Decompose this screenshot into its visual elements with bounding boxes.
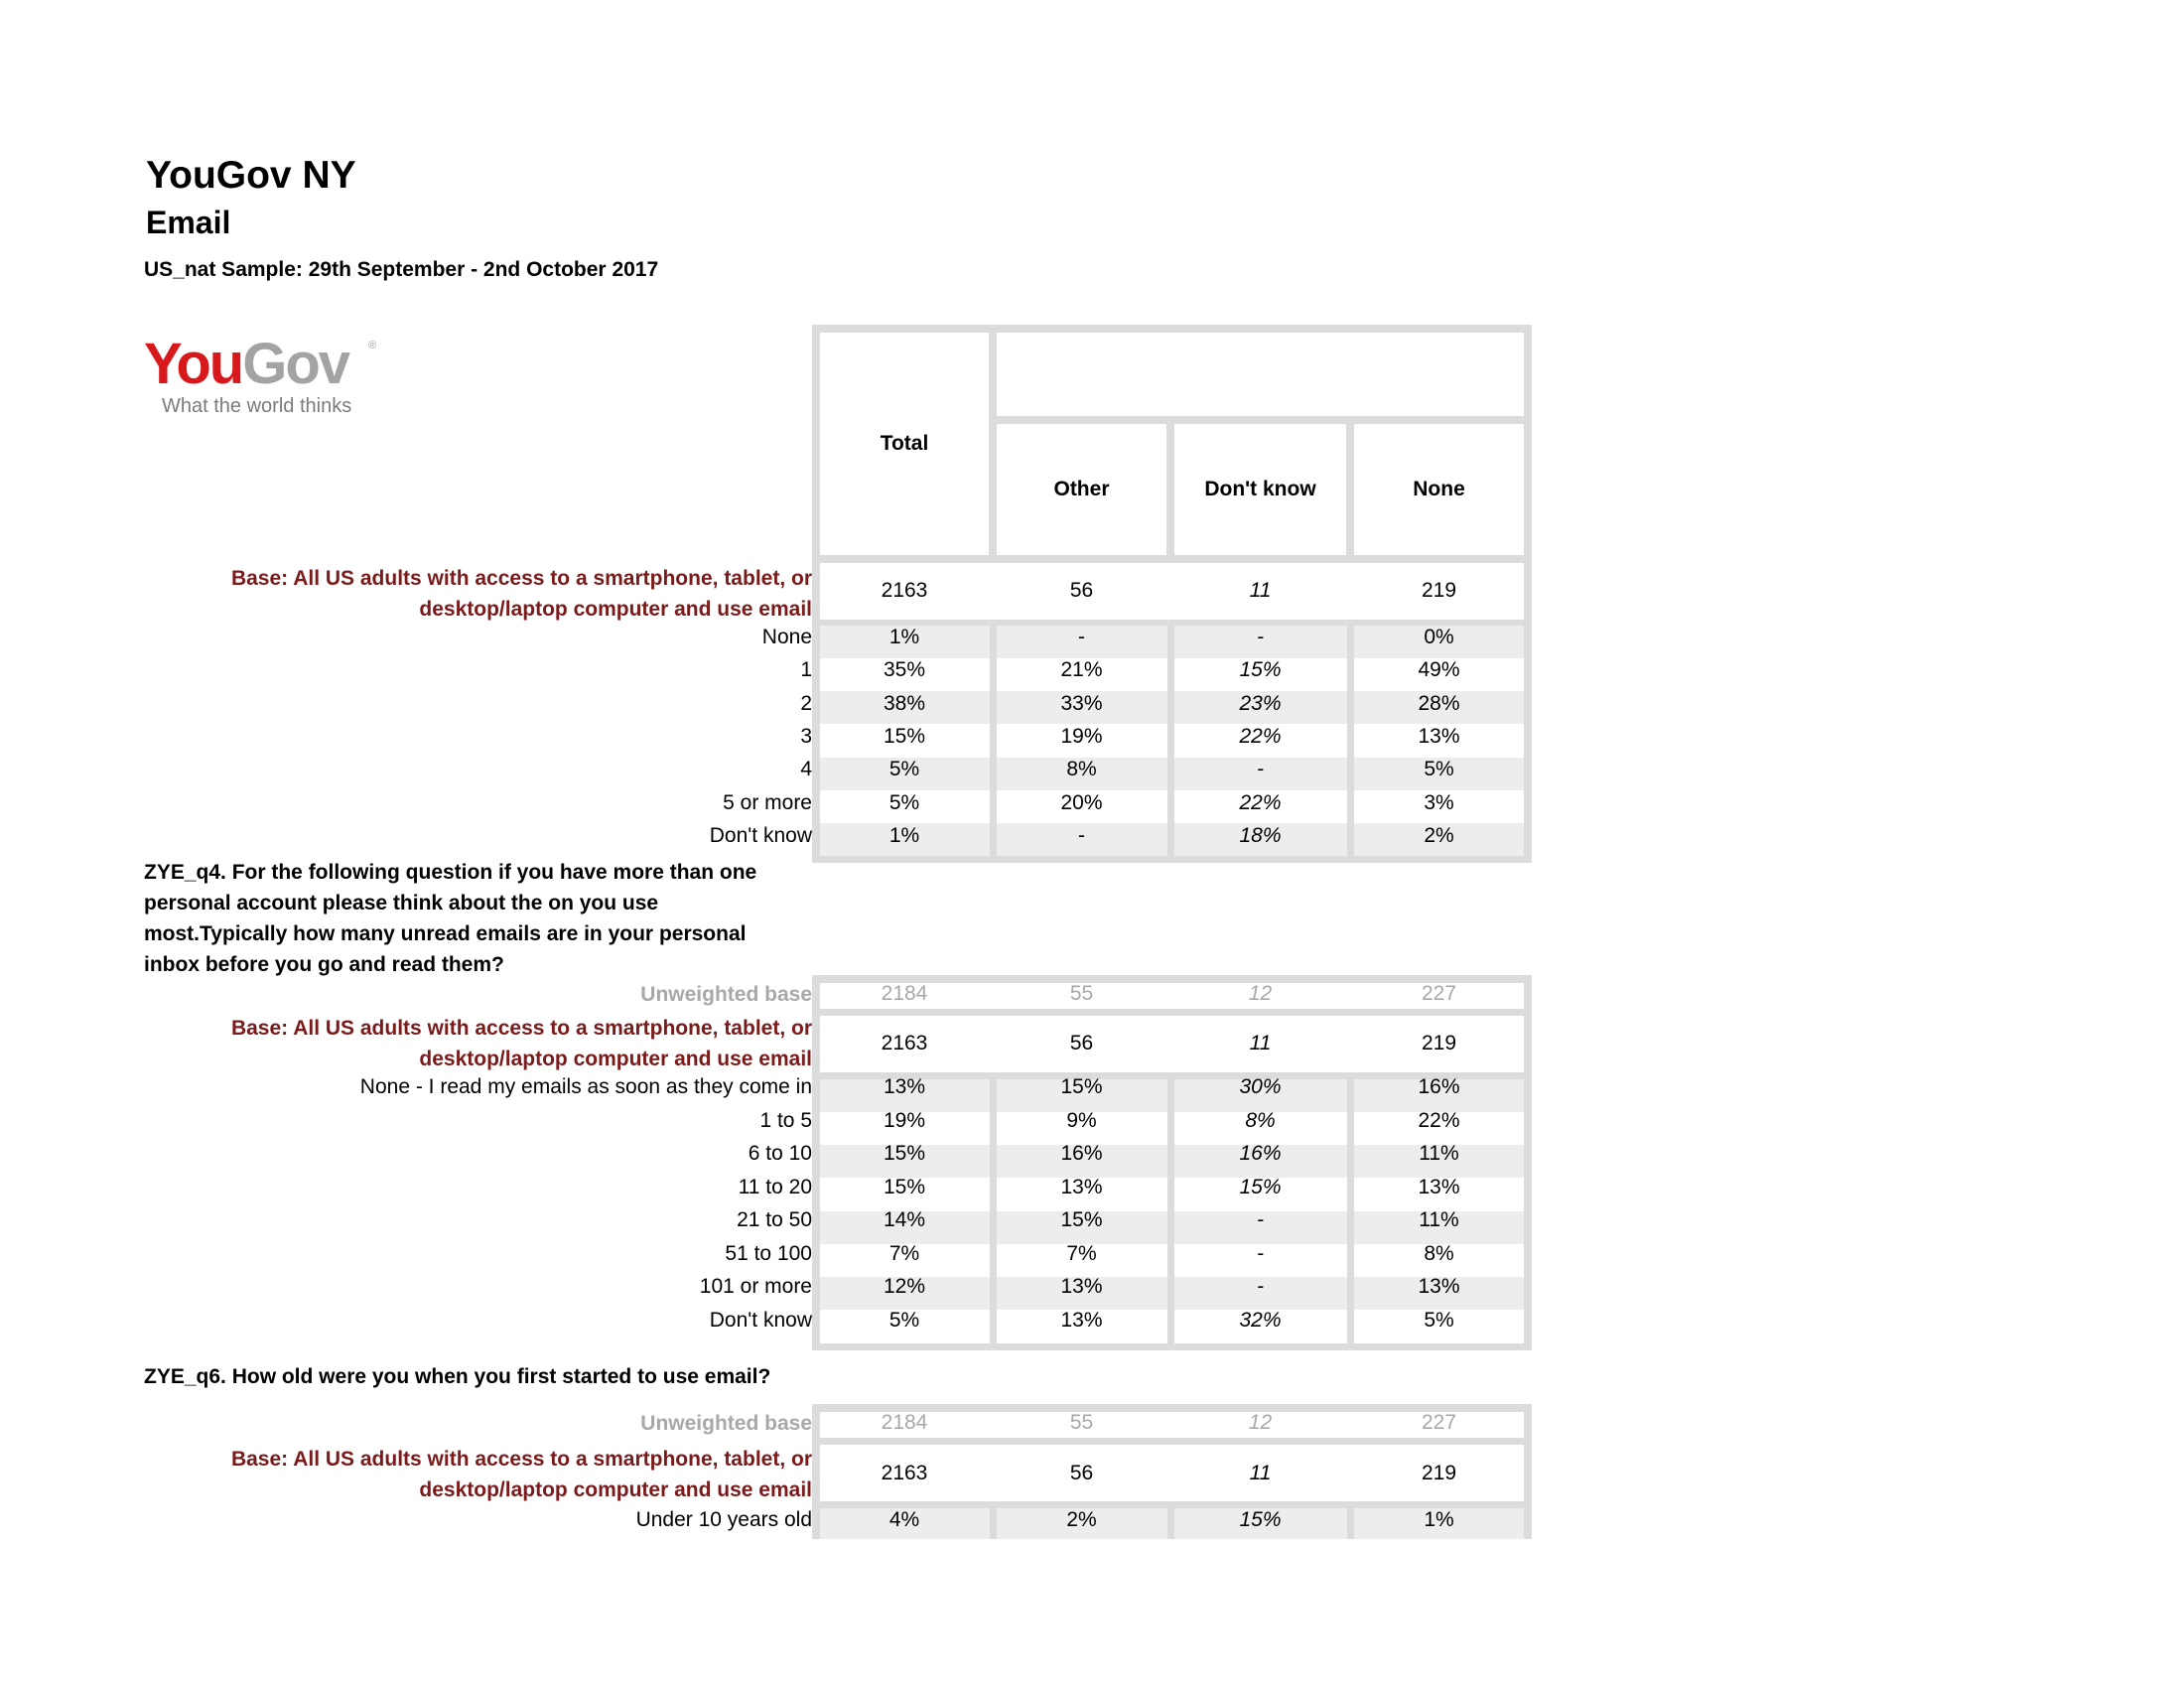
table-cell: 5% xyxy=(888,1308,920,1332)
table-cell: 15% xyxy=(1060,1208,1103,1231)
table-cell: 1% xyxy=(888,823,920,847)
column-header-other: Other xyxy=(997,424,1166,555)
table-cell: 18% xyxy=(1239,823,1282,847)
table-cell: 7% xyxy=(888,1241,920,1265)
table-cell: 33% xyxy=(1060,691,1103,715)
table-cell: - xyxy=(1257,1241,1264,1265)
table-cell: 8% xyxy=(1066,758,1097,781)
table2-base-none: 219 xyxy=(1421,1032,1457,1055)
table3-base-total: 2163 xyxy=(881,1462,928,1484)
table3-base-dont-know: 11 xyxy=(1249,1462,1272,1484)
column-divider xyxy=(1167,626,1174,856)
table-cell: 13% xyxy=(1060,1175,1103,1198)
row-label: 4 xyxy=(800,758,812,781)
table-cell: 13% xyxy=(1418,724,1460,748)
column-divider xyxy=(990,626,997,856)
table-cell: 5% xyxy=(1424,758,1454,781)
table-cell: 11% xyxy=(1419,1142,1459,1165)
column-header-dont-know: Don't know xyxy=(1174,424,1346,555)
table2-question-line2: personal account please think about the on you use xyxy=(144,892,659,914)
table-cell: 20% xyxy=(1060,790,1103,814)
table-cell: 5% xyxy=(888,790,920,814)
row-label: 2 xyxy=(800,691,812,715)
table3-base-label-line1: Base: All US adults with access to a smartphone, tablet, or xyxy=(230,1448,812,1471)
table-cell: - xyxy=(1257,758,1264,781)
column-header-none: None xyxy=(1354,424,1524,555)
row-label: 6 to 10 xyxy=(748,1142,812,1165)
table-cell: 1% xyxy=(1424,1508,1454,1531)
table3-base-none: 219 xyxy=(1421,1462,1457,1484)
row-label: 11 to 20 xyxy=(738,1175,812,1198)
table-cell: 2% xyxy=(1066,1508,1097,1531)
table1-base-none: 219 xyxy=(1421,579,1457,602)
table2-base-other: 56 xyxy=(1069,1032,1094,1055)
table2-question-line4: inbox before you go and read them? xyxy=(144,953,504,976)
row-label: 51 to 100 xyxy=(725,1241,812,1265)
table3-question: ZYE_q6. How old were you when you first started to use email? xyxy=(144,1365,771,1388)
table-cell: 30% xyxy=(1239,1075,1282,1098)
table-cell: 13% xyxy=(1418,1175,1460,1198)
table-cell: 1% xyxy=(888,626,920,648)
logo-tagline: What the world thinks xyxy=(162,395,352,417)
table-cell: - xyxy=(1078,823,1085,847)
table-cell: 32% xyxy=(1239,1308,1282,1332)
table1-base-total: 2163 xyxy=(881,579,928,602)
table-cell: 5% xyxy=(888,758,920,781)
table-cell: 8% xyxy=(1424,1241,1454,1265)
column-divider xyxy=(990,1508,997,1539)
row-label: 1 xyxy=(800,658,812,682)
table-cell: 19% xyxy=(1060,724,1103,748)
table-cell: 13% xyxy=(1060,1275,1103,1298)
table-cell: 7% xyxy=(1066,1241,1097,1265)
table-cell: 15% xyxy=(1239,1175,1282,1198)
column-divider xyxy=(990,1079,997,1343)
table-cell: 2% xyxy=(1424,823,1454,847)
column-header-total: Total xyxy=(820,333,989,555)
yougov-logo xyxy=(144,332,392,425)
table-cell: 15% xyxy=(883,724,926,748)
table2-unweighted-other: 55 xyxy=(1069,982,1094,1005)
table-cell: 15% xyxy=(1239,658,1282,682)
table-cell: 11% xyxy=(1419,1208,1459,1231)
table-cell: 28% xyxy=(1418,691,1460,715)
table2-base-label-line2: desktop/laptop computer and use email xyxy=(419,1048,812,1070)
table-cell: 15% xyxy=(1239,1508,1282,1531)
table1-base-label-line1: Base: All US adults with access to a smartphone, tablet, or xyxy=(230,567,812,590)
column-divider xyxy=(1167,1079,1174,1343)
table-cell: 16% xyxy=(1239,1142,1282,1165)
table-cell: 13% xyxy=(883,1075,926,1098)
table2-unweighted-none: 227 xyxy=(1421,982,1457,1005)
sample-description: US_nat Sample: 29th September - 2nd October 2017 xyxy=(144,258,659,281)
table3-unweighted-dont-know: 12 xyxy=(1248,1411,1273,1434)
logo-you-text: You xyxy=(144,332,243,396)
table-cell: 15% xyxy=(1060,1075,1103,1098)
table3-base-other: 56 xyxy=(1069,1462,1094,1484)
table2-unweighted-label: Unweighted base xyxy=(640,983,812,1006)
row-label: None xyxy=(761,626,812,648)
table-cell: 22% xyxy=(1418,1108,1460,1132)
table2-base-total: 2163 xyxy=(881,1032,928,1055)
table-cell: - xyxy=(1257,626,1264,648)
row-label: 3 xyxy=(800,724,812,748)
table-cell: 21% xyxy=(1060,658,1103,682)
row-label: Don't know xyxy=(709,823,812,847)
row-label: None - I read my emails as soon as they come in xyxy=(359,1075,812,1098)
table-cell: 14% xyxy=(883,1208,926,1231)
row-label: 1 to 5 xyxy=(759,1108,812,1132)
column-divider xyxy=(1347,626,1354,856)
report-title: YouGov NY xyxy=(146,154,356,197)
table-cell: - xyxy=(1257,1275,1264,1298)
table-cell: 22% xyxy=(1239,724,1282,748)
table-cell: 13% xyxy=(1060,1308,1103,1332)
table3-unweighted-other: 55 xyxy=(1069,1411,1094,1434)
logo-registered-mark: ® xyxy=(368,340,377,352)
table3-unweighted-label: Unweighted base xyxy=(640,1412,812,1435)
table-cell: 35% xyxy=(883,658,926,682)
table1-base-other: 56 xyxy=(1069,579,1094,602)
table-cell: 38% xyxy=(883,691,926,715)
table1-banner-empty xyxy=(997,333,1524,416)
table-cell: 49% xyxy=(1418,658,1460,682)
table-cell: 3% xyxy=(1424,790,1454,814)
table-cell: 13% xyxy=(1418,1275,1460,1298)
table2-unweighted-dont-know: 12 xyxy=(1248,982,1273,1005)
table-cell: 9% xyxy=(1066,1108,1097,1132)
table-cell: 19% xyxy=(883,1108,926,1132)
logo-gov-text: Gov xyxy=(242,332,349,396)
table2-unweighted-total: 2184 xyxy=(881,982,928,1005)
row-label: Don't know xyxy=(709,1308,812,1332)
row-label: 21 to 50 xyxy=(737,1208,812,1231)
column-divider xyxy=(1167,1508,1174,1539)
table-cell: 22% xyxy=(1239,790,1282,814)
table2-question-line1: ZYE_q4. For the following question if you have more than one xyxy=(144,861,757,884)
table2-base-dont-know: 11 xyxy=(1249,1032,1272,1055)
table1-base-dont-know: 11 xyxy=(1249,579,1272,602)
table-cell: 15% xyxy=(883,1175,926,1198)
row-label: 5 or more xyxy=(723,790,812,814)
row-label: Under 10 years old xyxy=(635,1508,812,1531)
table-cell: - xyxy=(1257,1208,1264,1231)
row-label: 101 or more xyxy=(699,1275,812,1298)
table3-base-label-line2: desktop/laptop computer and use email xyxy=(419,1478,812,1501)
table1-base-label-line2: desktop/laptop computer and use email xyxy=(419,598,812,621)
table-cell: 15% xyxy=(883,1142,926,1165)
column-divider xyxy=(1347,1508,1354,1539)
table-cell: 8% xyxy=(1245,1108,1276,1132)
report-subtitle: Email xyxy=(146,205,231,240)
table-cell: 4% xyxy=(888,1508,920,1531)
table-cell: 12% xyxy=(883,1275,926,1298)
table-cell: 16% xyxy=(1060,1142,1103,1165)
table3-unweighted-none: 227 xyxy=(1421,1411,1457,1434)
table2-base-label-line1: Base: All US adults with access to a smartphone, tablet, or xyxy=(230,1017,812,1040)
table2-question-line3: most.Typically how many unread emails are in your personal xyxy=(144,922,747,945)
table3-unweighted-total: 2184 xyxy=(881,1411,928,1434)
table-cell: 23% xyxy=(1239,691,1282,715)
table-cell: - xyxy=(1078,626,1085,648)
table-cell: 16% xyxy=(1418,1075,1460,1098)
column-divider xyxy=(1347,1079,1354,1343)
table-cell: 0% xyxy=(1424,626,1454,648)
table-cell: 5% xyxy=(1424,1308,1454,1332)
